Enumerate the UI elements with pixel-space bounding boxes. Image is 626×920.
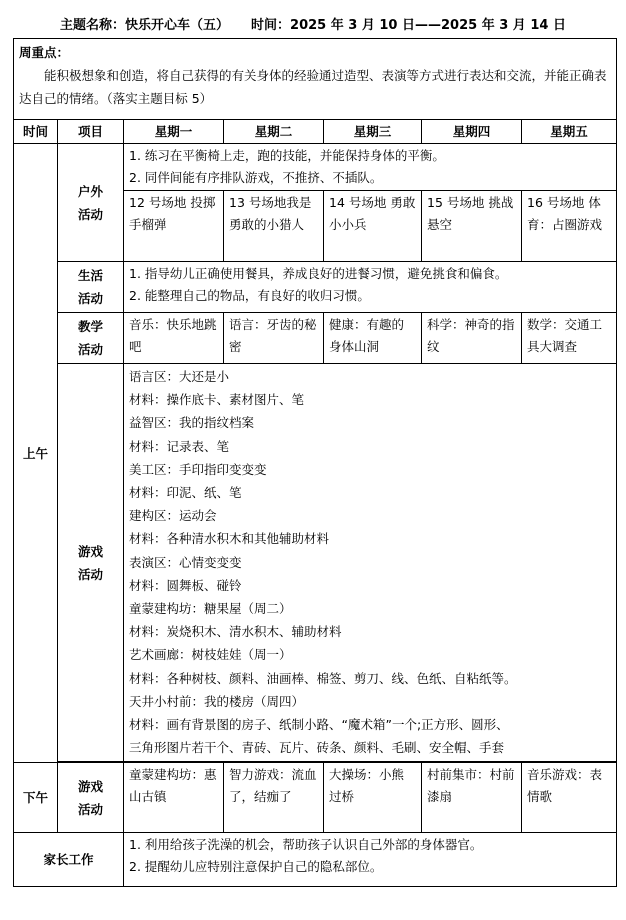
afternoon-monday: 童蒙建构坊：惠山古镇 <box>124 763 224 833</box>
game-line: 材料：操作底卡、素材图片、笔 <box>129 392 305 408</box>
column-header-row <box>14 120 617 144</box>
game-line: 建构区：运动会 <box>129 508 217 524</box>
game-line: 益智区：我的指纹档案 <box>129 415 255 431</box>
col-wednesday: 星期三 <box>324 120 422 144</box>
outdoor-wednesday: 14 号场地 勇敢小小兵 <box>324 191 422 262</box>
col-thursday: 星期四 <box>422 120 522 144</box>
afternoon-thursday: 村前集市：村前漆扇 <box>422 763 522 833</box>
theme-name: 主题名称：快乐开心车（五） <box>60 18 230 33</box>
weekly-plan-table <box>13 38 617 887</box>
parents-work <box>124 833 617 887</box>
col-monday: 星期一 <box>124 120 224 144</box>
outdoor-goal: 1. 练习在平衡椅上走，跑的技能，并能保持身体的平衡。 <box>129 148 445 163</box>
afternoon-tuesday: 智力游戏：流血了，结痂了 <box>224 763 324 833</box>
teaching-label: 教学活动 <box>58 313 124 364</box>
col-tuesday: 星期二 <box>224 120 324 144</box>
teaching-wednesday: 健康：有趣的身体山洞 <box>324 313 422 364</box>
game-line: 天井小村前：我的楼房（周四） <box>129 693 305 709</box>
morning-label: 上午 <box>14 144 58 763</box>
col-friday: 星期五 <box>522 120 617 144</box>
col-item: 项目 <box>58 120 124 144</box>
teaching-friday: 数学：交通工具大调查 <box>522 313 617 364</box>
afternoon-label: 下午 <box>14 763 58 833</box>
parents-label: 家长工作 <box>14 833 124 887</box>
life-label: 生活活动 <box>58 262 124 313</box>
game-line: 美工区：手印指印变变变 <box>129 461 267 477</box>
games-label: 游戏活动 <box>58 364 124 762</box>
game-line: 材料：炭烧积木、清水积木、辅助材料 <box>129 624 342 640</box>
teaching-thursday: 科学：神奇的指纹 <box>422 313 522 364</box>
life-goals <box>124 262 617 313</box>
teaching-monday: 音乐：快乐地跳吧 <box>124 313 224 364</box>
outdoor-goal: 2. 同伴间能有序排队游戏，不推挤、不插队。 <box>129 170 383 185</box>
afternoon-games-label: 游戏活动 <box>58 763 124 833</box>
game-line: 语言区：大还是小 <box>129 369 230 384</box>
outdoor-goals <box>124 144 617 191</box>
game-line: 童蒙建构坊：糖果屋（周二） <box>129 601 292 617</box>
game-line: 材料：印泥、纸、笔 <box>129 485 242 501</box>
life-goal: 1. 指导幼儿正确使用餐具，养成良好的进餐习惯，避免挑食和偏食。 <box>129 266 508 281</box>
outdoor-tuesday: 13 号场地我是勇敢的小猎人 <box>224 191 324 262</box>
weekly-focus <box>14 39 617 120</box>
col-time: 时间 <box>14 120 58 144</box>
game-line: 材料：各种清水积木和其他辅助材料 <box>129 531 330 547</box>
game-line: 表演区：心情变变变 <box>129 554 242 570</box>
page-title <box>0 14 626 33</box>
game-line: 三角形图片若干个、青砖、瓦片、砖条、颜料、毛刷、安全帽、手套 <box>129 740 505 756</box>
outdoor-monday: 12 号场地 投掷手榴弹 <box>124 191 224 262</box>
focus-text: 能积极想象和创造，将自己获得的有关身体的经验通过造型、表演等方式进行表达和交流，并能正确表达自己的情绪。（落实主题目标 5） <box>19 68 607 106</box>
outdoor-label: 户外活动 <box>58 144 124 262</box>
game-line: 材料：圆舞板、碰铃 <box>129 577 242 593</box>
outdoor-friday: 16 号场地 体育：占圈游戏 <box>522 191 617 262</box>
game-line: 材料：画有背景图的房子、纸制小路、“魔术箱”一个;正方形、圆形、 <box>129 717 509 733</box>
outdoor-thursday: 15 号场地 挑战悬空 <box>422 191 522 262</box>
focus-label: 周重点： <box>19 45 70 60</box>
game-areas <box>124 364 617 762</box>
game-line: 艺术画廊：树枝娃娃（周一） <box>129 647 292 663</box>
teaching-tuesday: 语言：牙齿的秘密 <box>224 313 324 364</box>
parents-line: 1. 利用给孩子洗澡的机会，帮助孩子认识自己外部的身体器官。 <box>129 837 483 852</box>
parents-line: 2. 提醒幼儿应特别注意保护自己的隐私部位。 <box>129 859 383 874</box>
life-goal: 2. 能整理自己的物品，有良好的收归习惯。 <box>129 288 370 303</box>
afternoon-wednesday: 大操场：小熊过桥 <box>324 763 422 833</box>
date-range: 时间：2025 年 3 月 10 日——2025 年 3 月 14 日 <box>251 18 566 33</box>
game-line: 材料：记录表、笔 <box>129 438 230 454</box>
game-line: 材料：各种树枝、颜料、油画棒、棉签、剪刀、线、色纸、自粘纸等。 <box>129 670 517 686</box>
afternoon-friday: 音乐游戏：表情歌 <box>522 763 617 833</box>
